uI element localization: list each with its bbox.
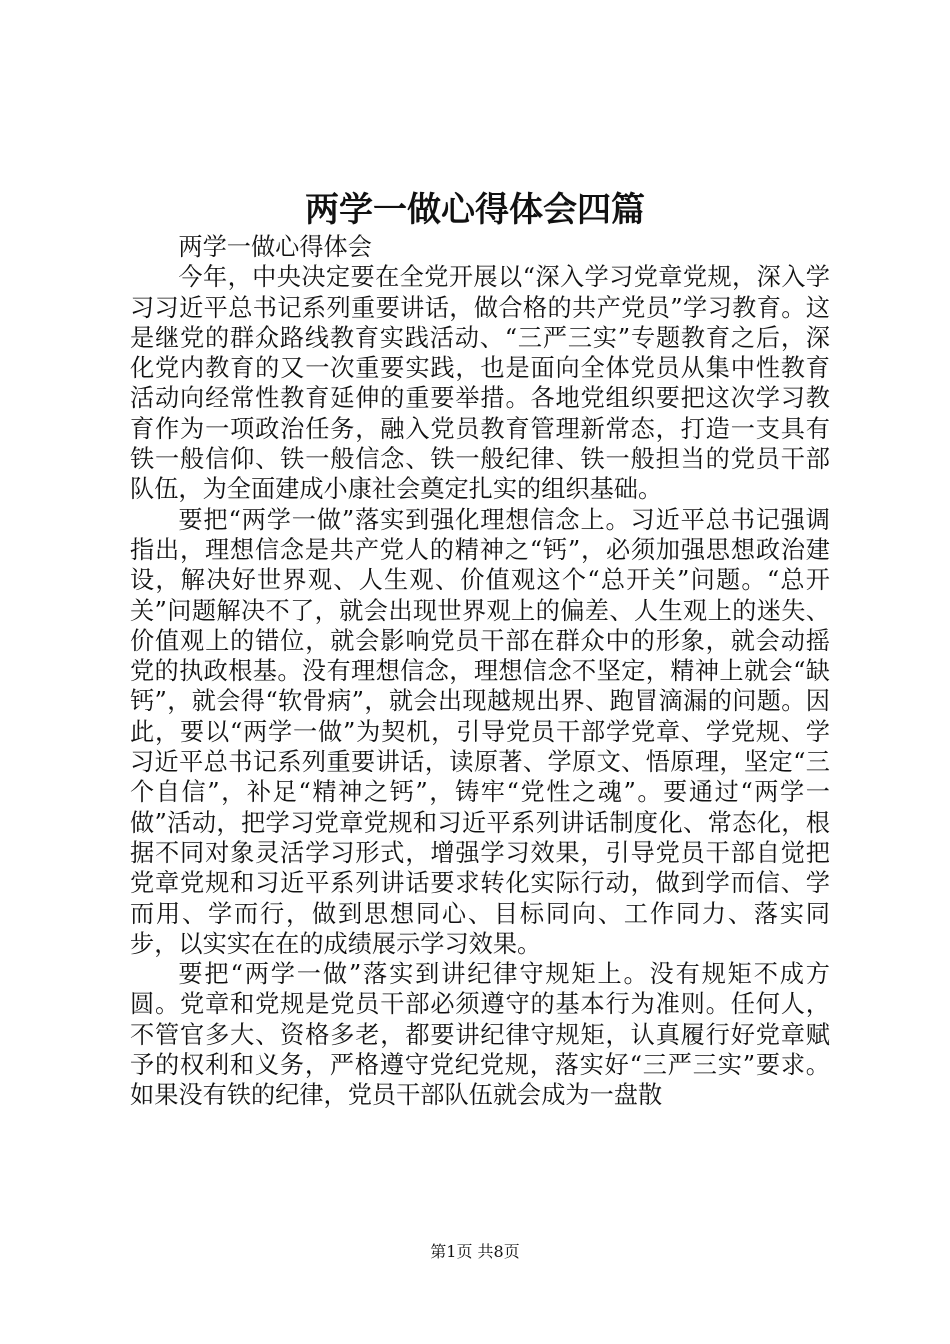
page-number-footer: 第1页 共8页 xyxy=(430,1242,520,1261)
document-body xyxy=(130,232,830,1111)
paragraph-2: 要把“两学一做”落实到强化理想信念上。习近平总书记强调指出，理想信念是共产党人的精神之“钙”，必须加强思想政治建设，解决好世界观、人生观、价值观这个“总开关”问题。“总开关”问题解决不了，就会出现世界观上的偏差、人生观上的迷失、价值观上的错位，就会影响党员干部在群众中的形象，就会动摇党的执政根基。没有理想信念，理想信念不坚定，精神上就会“缺钙”，就会得“软骨病”，就会出现越规出界、跑冒滴漏的问题。因此，要以“两学一做”为契机，引导党员干部学党章、学党规、学习近平总书记系列重要讲话，读原著、学原文、悟原理，坚定“三个自信”，补足“精神之钙”，铸牢“党性之魂”。要通过“两学一做”活动，把学习党章党规和习近平系列讲话制度化、常态化，根据不同对象灵活学习形式，增强学习效果，引导党员干部自觉把党章党规和习近平系列讲话要求转化实际行动，做到学而信、学而用、学而行，做到思想同心、目标同向、工作同力、落实同步，以实实在在的成绩展示学习效果。 xyxy=(130,505,830,958)
section-heading: 两学一做心得体会 xyxy=(178,233,372,261)
document-title: 两学一做心得体会四篇 xyxy=(305,190,645,230)
paragraph-3: 要把“两学一做”落实到讲纪律守规矩上。没有规矩不成方圆。党章和党规是党员干部必须遵守的基本行为准则。任何人，不管官多大、资格多老，都要讲纪律守规矩，认真履行好党章赋予的权利和义务，严格遵守党纪党规，落实好“三严三实”要求。如果没有铁的纪律，党员干部队伍就会成为一盘散 xyxy=(130,960,830,1110)
paragraph-1: 今年，中央决定要在全党开展以“深入学习党章党规，深入学习习近平总书记系列重要讲话，做合格的共产党员”学习教育。这是继党的群众路线教育实践活动、“三严三实”专题教育之后，深化党内教育的又一次重要实践，也是面向全体党员从集中性教育活动向经常性教育延伸的重要举措。各地党组织要把这次学习教育作为一项政治任务，融入党员教育管理新常态，打造一支具有铁一般信仰、铁一般信念、铁一般纪律、铁一般担当的党员干部队伍，为全面建成小康社会奠定扎实的组织基础。 xyxy=(130,263,830,504)
